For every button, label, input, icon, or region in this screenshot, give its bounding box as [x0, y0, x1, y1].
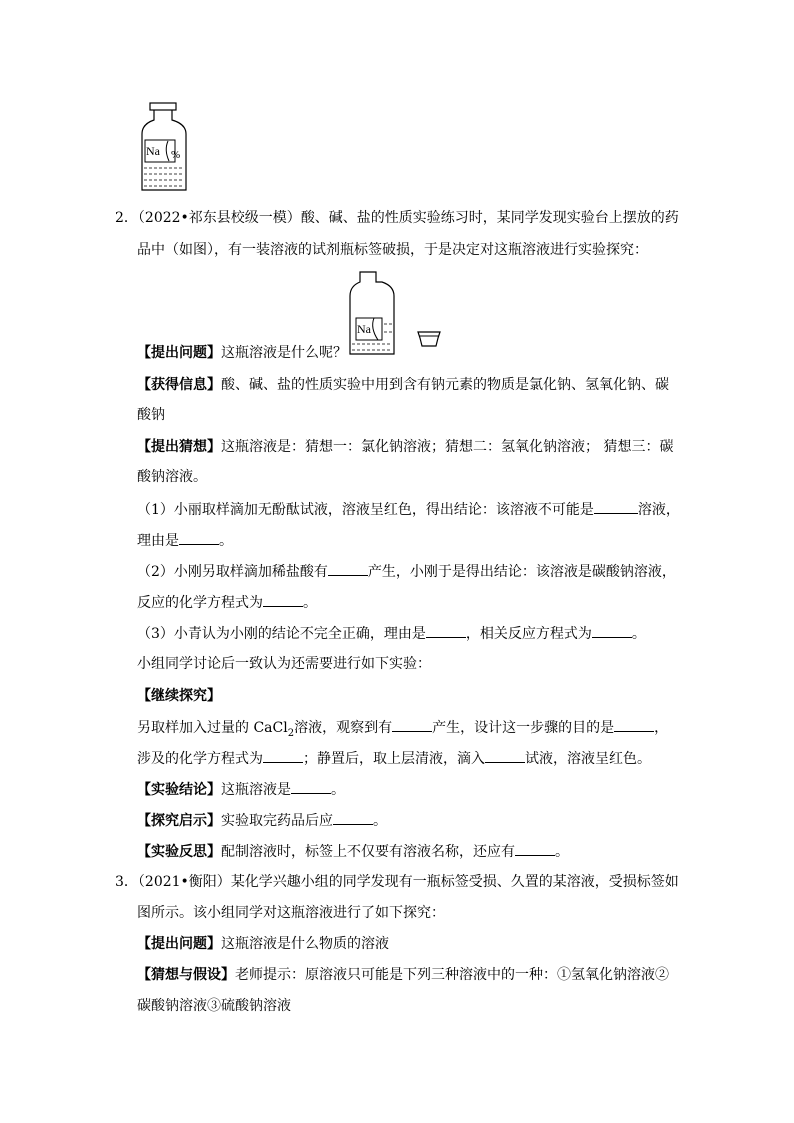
bottle-label-text: Na	[146, 144, 160, 158]
q3-intro-line-2: 图所示。该小组同学对这瓶溶液进行了如下探究：	[137, 905, 445, 921]
q2-part-1-line-2: 理由是 。	[137, 530, 233, 551]
q3-intro-line-1: 3．（2021•衡阳）某化学兴趣小组的同学发现有一瓶标签受损、久置的某溶液，受损标签如	[115, 874, 679, 890]
q2-continue-line-2: 涉及的化学方程式为 ；静置后，取上层清液，滴入 试液，溶液呈红色。	[137, 748, 651, 769]
bottle-2-label-text: Na	[357, 322, 371, 336]
q2-intro-line-1: 2．（2022•祁东县校级一模）酸、碱、盐的性质实验练习时，某同学发现实验台上摆放的药	[115, 210, 679, 226]
q2-ask-line: 【提出问题】这瓶溶液是什么呢？	[137, 345, 347, 361]
q2-guess-line-2: 酸钠溶液。	[137, 469, 207, 485]
q2-info-line-1: 【获得信息】酸、碱、盐的性质实验中用到含有钠元素的物质是氯化钠、氢氧化钠、碳	[137, 377, 669, 393]
answer-blank[interactable]	[263, 748, 303, 763]
reagent-bottle-figure-1	[138, 102, 190, 194]
q3-ask-line: 【提出问题】这瓶溶液是什么物质的溶液	[137, 936, 389, 952]
q3-guess-line-1: 【猜想与假设】老师提示：原溶液只可能是下列三种溶液中的一种：①氢氧化钠溶液②	[137, 967, 669, 983]
q2-guess-line-1: 【提出猜想】这瓶溶液是：猜想一：氯化钠溶液；猜想二：氢氧化钠溶液； 猜想三：碳	[137, 439, 674, 455]
q2-continue-line-1: 另取样加入过量的 CaCl$_2$溶液，观察到有 产生，设计这一步骤的目的是 ，	[137, 717, 668, 744]
q2-conclusion-line: 【实验结论】这瓶溶液是 。	[137, 779, 345, 800]
q3-guess-line-2: 碳酸钠溶液③硫酸钠溶液	[137, 998, 291, 1014]
answer-blank[interactable]	[614, 717, 654, 732]
q2-part-2-line-2: 反应的化学方程式为 。	[137, 592, 317, 613]
answer-blank[interactable]	[485, 748, 525, 763]
q2-hint-line: 【探究启示】实验取完药品后应 。	[137, 810, 387, 831]
reagent-bottle-figure-2	[346, 270, 446, 358]
q3-number: 3．	[115, 874, 138, 890]
answer-blank[interactable]	[594, 499, 638, 514]
q2-reflect-line: 【实验反思】配制溶液时，标签上不仅要有溶液名称，还应有 。	[137, 841, 569, 862]
q2-intro-line-2: 品中（如图），有一装溶液的试剂瓶标签破损，于是决定对这瓶溶液进行实验探究：	[137, 242, 648, 258]
q3-source: （2021•衡阳）	[137, 874, 231, 890]
answer-blank[interactable]	[263, 592, 303, 607]
answer-blank[interactable]	[179, 530, 219, 545]
q2-continue-tag: 【继续探究】	[137, 688, 221, 704]
q2-part-2-line-1: （2）小刚另取样滴加稀盐酸有 产生，小刚于是得出结论：该溶液是碳酸钠溶液，	[137, 561, 676, 582]
q2-part-3-line: （3）小青认为小刚的结论不完全正确，理由是 ，相关反应方程式为 。	[137, 623, 646, 644]
answer-blank[interactable]	[515, 841, 555, 856]
answer-blank[interactable]	[328, 561, 368, 576]
q2-info-line-2: 酸钠	[137, 407, 165, 423]
q2-part-1-line-1: （1）小丽取样滴加无酚酞试液，溶液呈红色，得出结论：该溶液不可能是 溶液，	[137, 499, 680, 520]
answer-blank[interactable]	[426, 623, 466, 638]
q2-number: 2．	[115, 210, 138, 226]
q2-discuss-line: 小组同学讨论后一致认为还需要进行如下实验：	[137, 656, 431, 672]
q2-source: （2022•祁东县校级一模）	[137, 210, 301, 226]
answer-blank[interactable]	[592, 623, 632, 638]
bottle-label-suffix: %	[171, 149, 181, 161]
answer-blank[interactable]	[333, 810, 373, 825]
answer-blank[interactable]	[392, 717, 432, 732]
answer-blank[interactable]	[291, 779, 331, 794]
